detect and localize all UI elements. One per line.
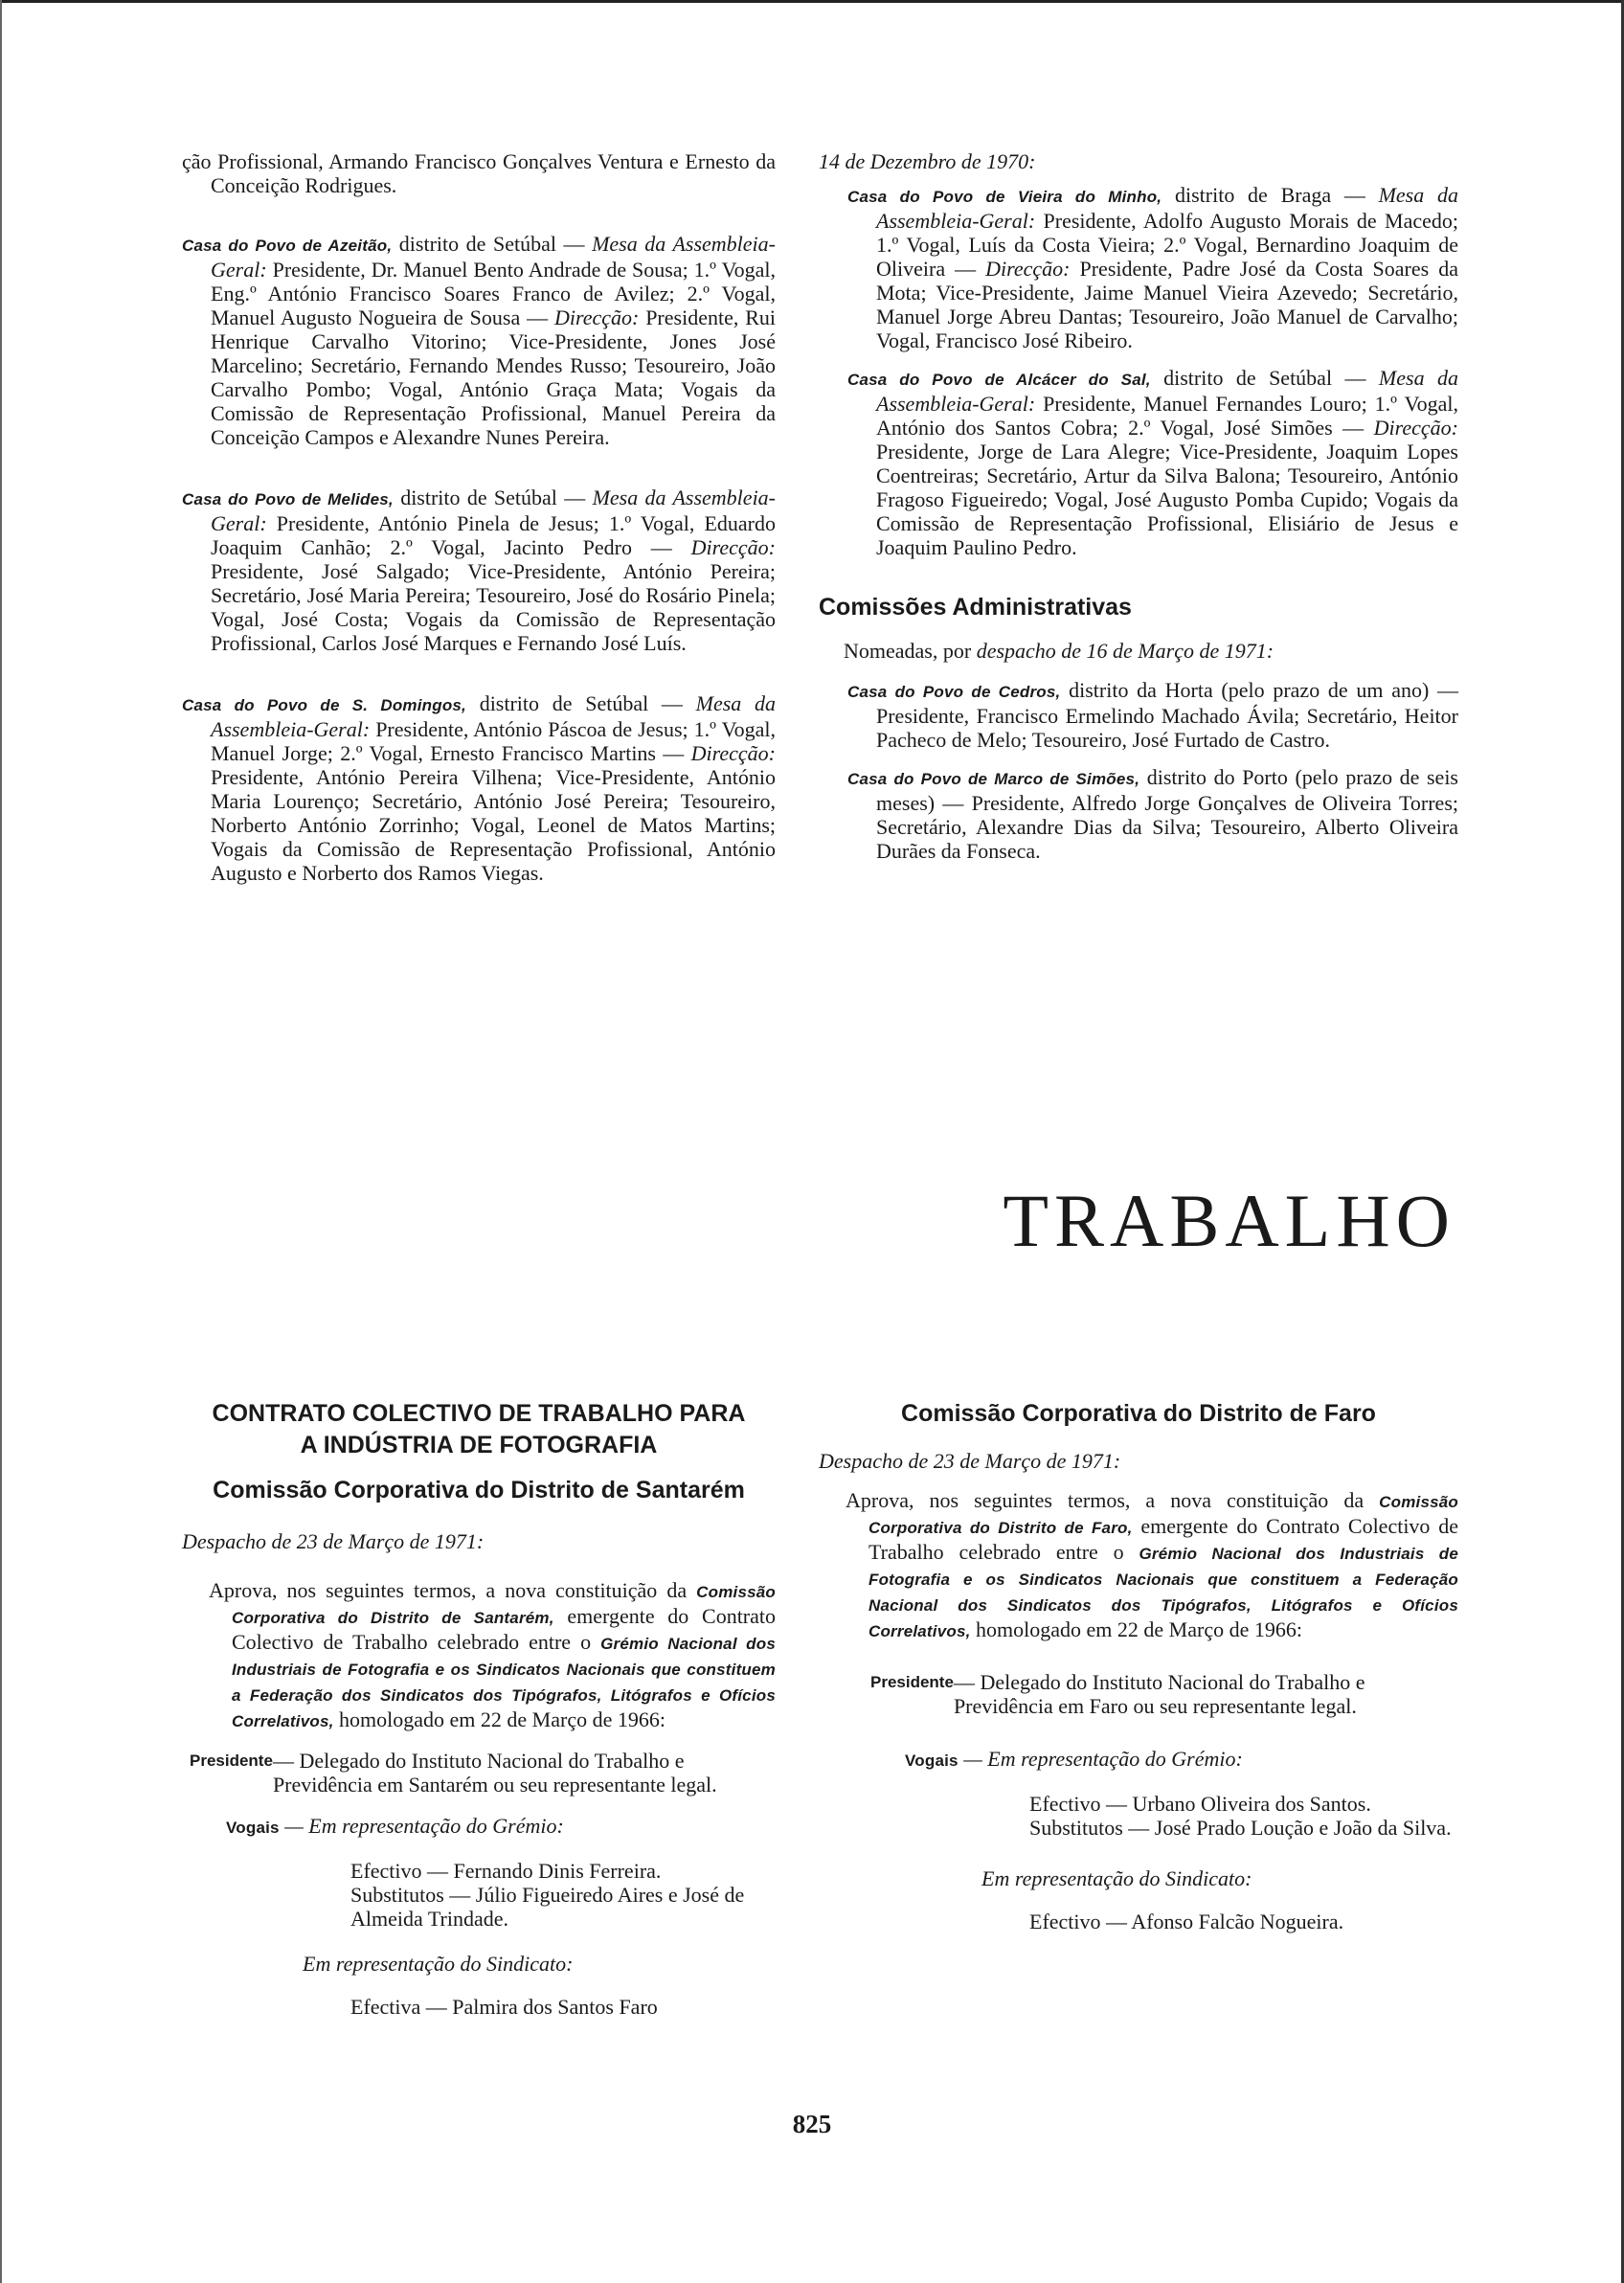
entry-vieira-do-minho: Casa do Povo de Vieira do Minho, distrito de Braga — Mesa da Assembleia-Geral: Presidente, Adolfo Augusto Morais de Macedo; 1.º Vogal, Luís da Costa Vieira; 2.º Vogal, Bernardino Joaquim de Oliveira — Direcção: Presidente, Padre José da Costa Soares da Mota; Vice-Presidente, Jaime Manuel Vieira Azevedo; Secretário, Manuel Jorge Abreu Dantas; Tesoureiro, João Manuel de Carvalho; Vogal, Francisco José Ribeiro. bbox=[847, 183, 1458, 352]
entry-name: Casa do Povo de S. Domingos, bbox=[182, 696, 466, 714]
presidente-text: — Delegado do Instituto Nacional do Trabalho e Previdência em Santarém ou seu representante legal. bbox=[272, 1749, 717, 1797]
vogais-row: Vogais — Em representação do Grémio: bbox=[226, 1814, 564, 1838]
entry-name: Casa do Povo de Cedros, bbox=[847, 683, 1061, 701]
date-line: 14 de Dezembro de 1970: bbox=[819, 149, 1036, 173]
scan-edge-left bbox=[0, 0, 2, 2283]
efectiva-line: Efectiva — Palmira dos Santos Faro bbox=[350, 1995, 658, 2019]
admin-intro: Nomeadas, por despacho de 16 de Março de 1971: bbox=[844, 639, 1274, 663]
efectivo-line: Efectivo — Urbano Oliveira dos Santos. bbox=[1029, 1792, 1371, 1816]
substitutos-line: Substitutos — Júlio Figueiredo Aires e José de Almeida Trindade. bbox=[350, 1883, 745, 1931]
despacho-line: Despacho de 23 de Março de 1971: bbox=[182, 1529, 485, 1553]
entry-marco-de-simoes: Casa do Povo de Marco de Simões, distrito do Porto (pelo prazo de seis meses) — Presidente, Alfredo Jorge Gonçalves de Oliveira Torres; Secretário, Alexandre Dias da Silva; Tesoureiro, Alberto Oliveira Durães da Fonseca. bbox=[847, 765, 1458, 863]
entry-s-domingos: Casa do Povo de S. Domingos, distrito de Setúbal — Mesa da Assembleia-Geral: Presidente, António Páscoa de Jesus; 1.º Vogal, Manuel Jorge; 2.º Vogal, Ernesto Francisco Martins — Direcção: Presidente, António Pereira Vilhena; Vice-Presidente, António Maria Lourenço; Secretário, António José Pereira; Tesoureiro, Norberto António Zorrinho; Vogal, Leonel de Matos Martins; Vogais da Comissão de Representação Profissional, António Augusto e Norberto dos Ramos Viegas. bbox=[182, 691, 777, 885]
entry-alcacer-do-sal: Casa do Povo de Alcácer do Sal, distrito de Setúbal — Mesa da Assembleia-Geral: Presidente, Manuel Fernandes Louro; 1.º Vogal, António dos Santos Cobra; 2.º Vogal, José Simões — Direcção: Presidente, Jorge de Lara Alegre; Vice-Presidente, Joaquim Lopes Coentreiras; Secretário, Artur da Silva Balona; Tesoureiro, António Fragoso Figueiredo; Vogal, José Augusto Pomba Cupido; Vogais da Comissão de Representação Profissional, Elisiário de Jesus e Joaquim Paulino Pedro. bbox=[847, 366, 1458, 559]
top-left-column bbox=[182, 149, 776, 885]
vogais-row: Vogais — Em representação do Grémio: bbox=[905, 1747, 1243, 1771]
sindicato-line: Em representação do Sindicato: bbox=[981, 1866, 1252, 1890]
despacho-line: Despacho de 23 de Março de 1971: bbox=[819, 1449, 1121, 1473]
faro-intro: Aprova, nos seguintes termos, a nova constituição da Comissão Corporativa do Distrito de Faro, emergente do Contrato Colectivo de Trabalho celebrado entre o Grémio Nacional dos Industriais de Fotografia e os Sindicatos Nacionais que constituem a Federação Nacional dos Sindicatos dos Tipógrafos, Litógrafos e Ofícios Correlativos, homologado em 22 de Março de 1966: bbox=[846, 1488, 1458, 1641]
section-title: TRABALHO bbox=[1003, 1179, 1455, 1262]
entry-melides: Casa do Povo de Melides, distrito de Setúbal — Mesa da Assembleia-Geral: Presidente, António Pinela de Jesus; 1.º Vogal, Eduardo Joaquim Canhão; 2.º Vogal, Jacinto Pedro — Direcção: Presidente, José Salgado; Vice-Presidente, António Pereira; Secretário, José Maria Pereira; Tesoureiro, José do Rosário Pinela; Vogal, José Costa; Vogais da Comissão de Representação Profissional, Carlos José Marques e Fernando José Luís. bbox=[182, 486, 777, 655]
presidente-text: — Delegado do Instituto Nacional do Trabalho e Previdência em Faro ou seu representante legal. bbox=[953, 1670, 1365, 1718]
efectivo2-line: Efectivo — Afonso Falcão Nogueira. bbox=[1029, 1910, 1344, 1933]
entry-name: Casa do Povo de Melides, bbox=[182, 490, 394, 509]
faro-commission-title: Comissão Corporativa do Distrito de Faro bbox=[901, 1400, 1376, 1427]
efectivo-line: Efectivo — Fernando Dinis Ferreira. bbox=[350, 1859, 662, 1883]
continuation-paragraph: ção Profissional, Armando Francisco Gonçalves Ventura e Ernesto da Conceição Rodrigues. bbox=[182, 149, 776, 197]
contract-title-line1: CONTRATO COLECTIVO DE TRABALHO PARA bbox=[212, 1400, 746, 1427]
contract-title-line2: A INDÚSTRIA DE FOTOGRAFIA bbox=[300, 1432, 658, 1458]
admin-heading: Comissões Administrativas bbox=[819, 594, 1132, 621]
entry-name: Casa do Povo de Vieira do Minho, bbox=[847, 188, 1162, 206]
entry-name: Casa do Povo de Marco de Simões, bbox=[847, 770, 1140, 788]
presidente-row bbox=[819, 1670, 1458, 1718]
bottom-right-column bbox=[819, 1398, 1458, 1933]
page-number: 825 bbox=[792, 2110, 832, 2138]
presidente-row bbox=[182, 1749, 776, 1797]
santarem-intro: Aprova, nos seguintes termos, a nova constituição da Comissão Corporativa do Distrito de Santarém, emergente do Contrato Colectivo de Trabalho celebrado entre o Grémio Nacional dos Industriais de Fotografia e os Sindicatos Nacionais que constituem a Federação dos Sindicatos dos Tipógrafos, Litógrafos e Ofícios Correlativos, homologado em 22 de Março de 1966: bbox=[209, 1578, 777, 1731]
entry-azeitao: Casa do Povo de Azeitão, distrito de Setúbal — Mesa da Assembleia-Geral: Presidente, Dr. Manuel Bento Andrade de Sousa; 1.º Vogal, Eng.º António Francisco Soares Franco de Avilez; 2.º Vogal, Manuel Augusto Nogueira de Sousa — Direcção: Presidente, Rui Henrique Carvalho Vitorino; Vice-Presidente, Jones José Marcelino; Secretário, Fernando Mendes Russo; Tesoureiro, João Carvalho Pombo; Vogal, António Graça Mata; Vogais da Comissão de Representação Profissional, Manuel Pereira da Conceição Campos e Alexandre Nunes Pereira. bbox=[182, 232, 776, 449]
sindicato-line: Em representação do Sindicato: bbox=[303, 1952, 574, 1976]
santarem-commission-title: Comissão Corporativa do Distrito de Santarém bbox=[213, 1477, 745, 1503]
entry-name: Casa do Povo de Azeitão, bbox=[182, 237, 393, 255]
substitutos-line: Substitutos — José Prado Loução e João da Silva. bbox=[1029, 1816, 1452, 1840]
top-right-column bbox=[819, 149, 1458, 863]
presidente-label: Presidente bbox=[190, 1752, 273, 1770]
bottom-left-column bbox=[182, 1398, 776, 2019]
entry-name: Casa do Povo de Alcácer do Sal, bbox=[847, 371, 1151, 389]
presidente-label: Presidente bbox=[870, 1673, 954, 1691]
entry-cedros: Casa do Povo de Cedros, distrito da Horta (pelo prazo de um ano) — Presidente, Francisco Ermelindo Machado Ávila; Secretário, Heitor Pacheco de Melo; Tesoureiro, José Furtado de Castro. bbox=[847, 678, 1458, 752]
scan-edge-top bbox=[0, 0, 1624, 3]
